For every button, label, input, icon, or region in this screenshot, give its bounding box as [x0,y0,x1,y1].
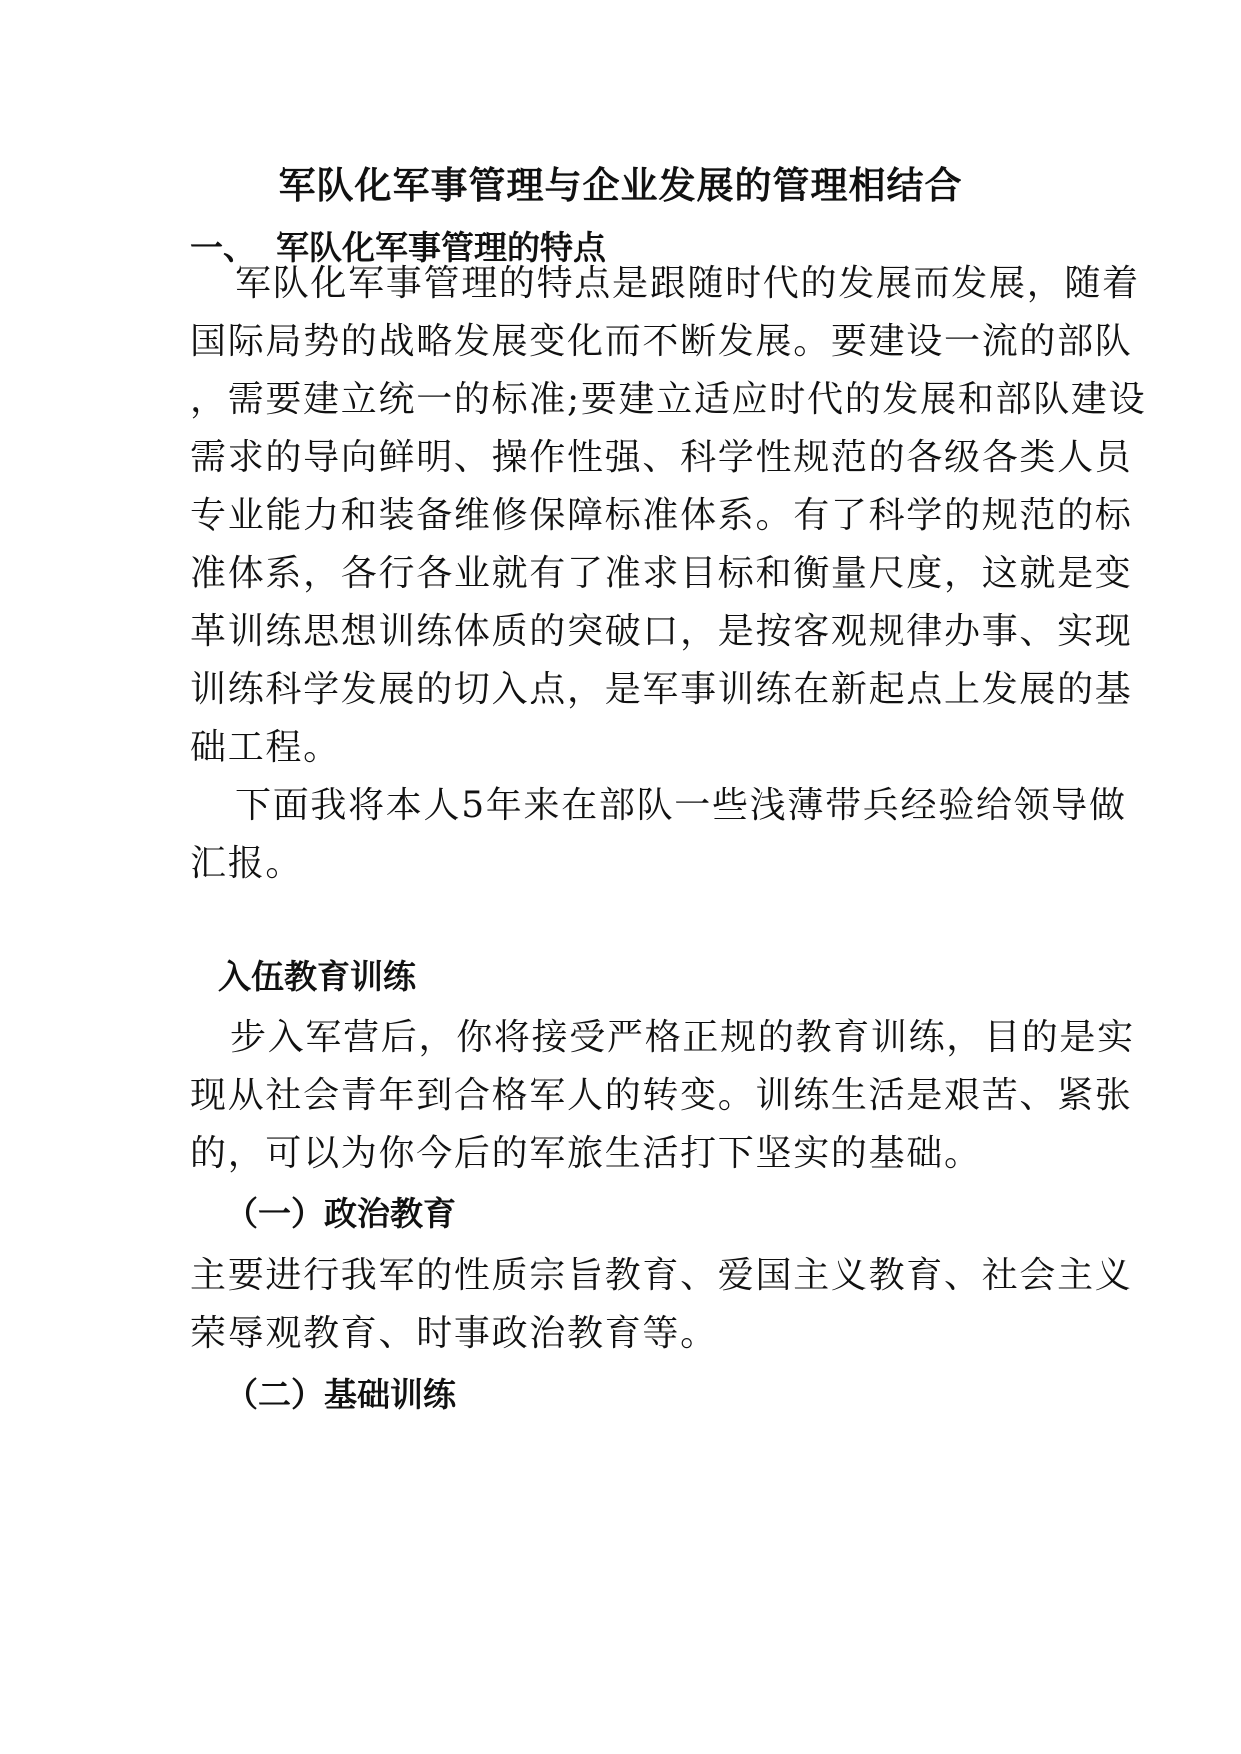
paragraph-line: 荣辱观教育、时事政治教育等。 [190,1313,718,1354]
subsection-2-heading: （二）基础训练 [225,1375,456,1414]
paragraph-line: 准体系，各行各业就有了准求目标和衡量尺度，这就是变 [190,553,1133,594]
paragraph-line: 需求的导向鲜明、操作性强、科学性规范的各级各类人员 [190,437,1133,478]
paragraph-line: 军队化军事管理的特点是跟随时代的发展而发展，随着 [235,263,1140,304]
paragraph-line: 训练科学发展的切入点，是军事训练在新起点上发展的基 [190,669,1133,710]
section-1-title: 军队化军事管理的特点 [276,228,606,267]
paragraph-line: 专业能力和装备维修保障标准体系。有了科学的规范的标 [190,495,1133,536]
paragraph-line: 国际局势的战略发展变化而不断发展。要建设一流的部队 [190,321,1133,362]
document-title: 军队化军事管理与企业发展的管理相结合 [278,163,963,207]
paragraph-line: ，需要建立统一的标准;要建立适应时代的发展和部队建设 [190,379,1147,420]
paragraph-line: 革训练思想训练体质的突破口，是按客观规律办事、实现 [190,611,1133,652]
section-1-number: 一、 [190,228,256,267]
paragraph-line: 础工程。 [190,727,341,768]
paragraph-line: 汇报。 [190,843,304,884]
paragraph-line: 现从社会青年到合格军人的转变。训练生活是艰苦、紧张 [190,1075,1133,1116]
subsection-1-heading: （一）政治教育 [225,1194,456,1233]
paragraph-line: 主要进行我军的性质宗旨教育、爱国主义教育、社会主义 [190,1255,1133,1296]
section-2-heading: 入伍教育训练 [218,957,416,996]
paragraph-line: 下面我将本人5年来在部队一些浅薄带兵经验给领导做 [235,785,1127,826]
paragraph-line: 步入军营后，你将接受严格正规的教育训练，目的是实 [230,1017,1135,1058]
paragraph-line: 的，可以为你今后的军旅生活打下坚实的基础。 [190,1133,982,1174]
